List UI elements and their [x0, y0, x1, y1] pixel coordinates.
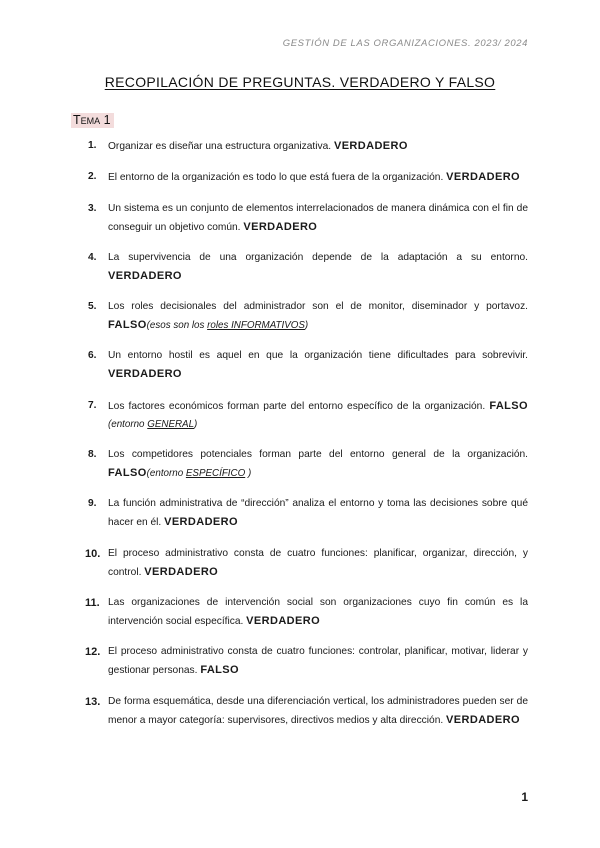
answer-label: FALSO [108, 319, 147, 332]
item-number: 12. [85, 646, 101, 659]
answer-label: VERDADERO [246, 614, 321, 627]
item-number: 7. [88, 399, 97, 411]
question-text: El entorno de la organización es todo lo que está fuera de la organización. [108, 172, 447, 184]
answer-label: VERDADERO [144, 565, 219, 578]
question-text: Organizar es diseñar una estructura organizativa. [108, 141, 334, 152]
note-text: ) [304, 320, 309, 332]
note-text: (entorno [146, 468, 186, 480]
answer-label: FALSO [489, 399, 528, 412]
answer-label: VERDADERO [164, 516, 238, 529]
list-item [88, 298, 528, 335]
list-item [88, 168, 528, 187]
list-item [85, 643, 528, 680]
page-number: 1 [521, 790, 528, 804]
question-text: La supervivencia de una organización depende de la adaptación a su entorno. [108, 251, 528, 263]
answer-label: FALSO [200, 664, 239, 677]
answer-note [147, 468, 252, 479]
list-item [88, 347, 528, 384]
note-text: (esos son los [146, 320, 208, 332]
item-number: 6. [88, 350, 97, 362]
answer-label: VERDADERO [333, 140, 408, 152]
question-text: Un entorno hostil es aquel en que la organización tiene dificultades para sobrevivir. [108, 350, 528, 362]
note-emphasis: ESPECÍFICO [185, 468, 246, 480]
item-number: 5. [88, 301, 97, 313]
note-emphasis: roles INFORMATIVOS [207, 320, 305, 332]
page-title: RECOPILACIÓN DE PREGUNTAS. VERDADERO Y FALSO [104, 74, 496, 90]
question-text: Los competidores potenciales forman parte del entorno general de la organización. [108, 449, 528, 461]
answer-label: FALSO [108, 467, 147, 480]
item-number: 2. [88, 171, 97, 183]
item-number: 8. [88, 449, 97, 461]
list-item [88, 137, 528, 156]
list-item [85, 594, 528, 631]
note-text: (entorno [108, 418, 148, 430]
item-number: 3. [88, 202, 97, 214]
answer-label: VERDADERO [108, 368, 182, 381]
list-item [88, 249, 528, 286]
answer-note [108, 419, 197, 430]
question-text: El proceso administrativo consta de cuatro funciones: controlar, planificar, motivar, liderar y gestionar personas. [108, 646, 528, 677]
section-heading: Tema 1 [71, 113, 114, 128]
item-number: 1. [88, 140, 97, 151]
item-number: 10. [85, 547, 101, 560]
question-text: Las organizaciones de intervención social son organizaciones cuyo fin común es la intervención social específica. [108, 596, 528, 627]
answer-label: VERDADERO [243, 220, 318, 233]
question-text: Los roles decisionales del administrador son el de monitor, diseminador y portavoz. [108, 301, 528, 313]
list-item [88, 495, 528, 532]
item-number: 9. [88, 498, 97, 510]
answer-label: VERDADERO [446, 171, 521, 184]
question-list [85, 137, 528, 742]
list-item [85, 693, 528, 730]
list-item [85, 545, 528, 582]
question-text: Un sistema es un conjunto de elementos interrelacionados de manera dinámica con el fin de conseguir un objetivo común. [108, 202, 528, 233]
note-emphasis: GENERAL [147, 418, 195, 430]
item-number: 4. [88, 251, 97, 263]
list-item [88, 200, 528, 237]
item-number: 13. [85, 695, 101, 708]
answer-label: VERDADERO [108, 269, 182, 282]
list-item [88, 397, 528, 434]
answer-label: VERDADERO [446, 713, 520, 726]
answer-note [147, 320, 309, 331]
question-text: La función administrativa de “dirección” analiza el entorno y toma las decisiones sobre qué hacer en él. [108, 498, 528, 529]
item-number: 11. [85, 596, 100, 609]
list-item [88, 446, 528, 483]
note-text: ) [194, 418, 198, 430]
question-text: De forma esquemática, desde una diferenciación vertical, los administradores pueden ser de menor a mayor categoría: supervisores, directivos medios y alta dirección. [108, 695, 528, 726]
question-text: Los factores económicos forman parte del entorno específico de la organización. [108, 400, 490, 412]
note-text: ) [245, 468, 252, 480]
question-text: El proceso administrativo consta de cuatro funciones: planificar, organizar, dirección, y control. [108, 547, 528, 578]
running-header: GESTIÓN DE LAS ORGANIZACIONES. 2023/ 2024 [282, 38, 528, 49]
